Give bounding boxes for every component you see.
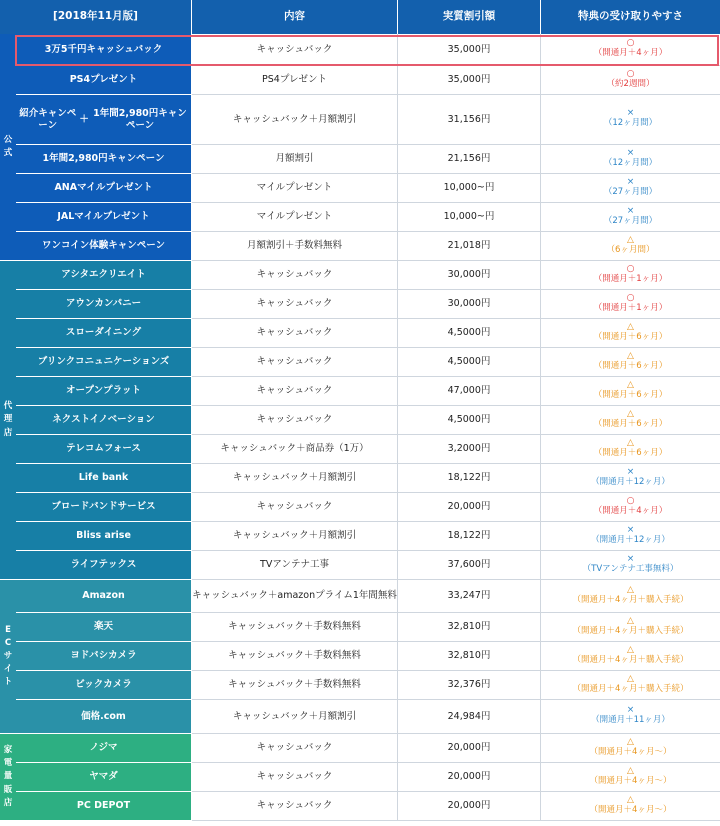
campaign-content <box>192 464 398 493</box>
campaign-name <box>16 34 192 66</box>
text-line: 3万5千円キャッシュバック <box>44 43 163 55</box>
campaign-discount: 35,000円 <box>398 34 541 66</box>
campaign-discount: 32,376円 <box>398 671 541 700</box>
text-line: キャッシュバック＋月額割引 <box>232 530 357 542</box>
ease-note: （開通月＋4ヶ月～） <box>589 804 672 815</box>
campaign-name <box>16 580 192 613</box>
campaign-discount: 20,000円 <box>398 493 541 522</box>
campaign-discount: 10,000~円 <box>398 203 541 232</box>
campaign-name <box>16 700 192 734</box>
ease-note: （27ヶ月間） <box>603 215 658 226</box>
ease-note: （開通月＋4ヶ月） <box>593 505 668 516</box>
header-content: 内容 <box>192 0 398 34</box>
text-line: アウンカンパニー <box>65 298 142 310</box>
campaign-ease <box>541 174 720 203</box>
campaign-discount: 20,000円 <box>398 792 541 821</box>
ease-note: （開通月＋6ヶ月） <box>593 331 668 342</box>
ease-mark: × <box>626 147 635 158</box>
text-line: キャッシュバック＋月額割引 <box>232 710 357 722</box>
ease-mark: ○ <box>626 495 635 506</box>
campaign-name <box>16 377 192 406</box>
campaign-name <box>16 671 192 700</box>
campaign-name <box>16 493 192 522</box>
text-line: キャッシュバック＋手数料無料 <box>228 679 361 691</box>
ease-mark: △ <box>627 615 634 626</box>
campaign-discount: 21,156円 <box>398 145 541 174</box>
campaign-discount: 32,810円 <box>398 642 541 671</box>
ease-mark: ○ <box>626 263 635 274</box>
text-line: TVアンテナ工事 <box>260 559 329 571</box>
text-line: ヤマダ <box>89 771 118 783</box>
campaign-name <box>16 174 192 203</box>
campaign-name <box>16 319 192 348</box>
campaign-ease <box>541 464 720 493</box>
campaign-name <box>16 613 192 642</box>
ease-note: （TVアンテナ工事無料） <box>582 563 679 574</box>
ease-mark: △ <box>627 350 634 361</box>
group-label-char: 式 <box>3 148 13 158</box>
campaign-discount: 35,000円 <box>398 66 541 95</box>
text-line: JALマイルプレゼント <box>57 211 150 223</box>
text-line: amazonプライム1年間無料 <box>277 590 397 602</box>
ease-note: （開通月＋12ヶ月） <box>591 534 670 545</box>
campaign-name <box>16 435 192 464</box>
campaign-ease <box>541 734 720 763</box>
text-line: マイルプレゼント <box>256 182 333 194</box>
ease-mark: △ <box>627 765 634 776</box>
group-label-official <box>0 34 16 261</box>
ease-note: （開通月＋6ヶ月） <box>593 360 668 371</box>
text-line: キャッシュバック＋月額割引 <box>232 472 357 484</box>
ease-mark: × <box>626 466 635 477</box>
header-ease: 特典の受け取りやすさ <box>541 0 720 34</box>
group-label-char: C <box>4 637 12 648</box>
text-line: ビックカメラ <box>75 679 132 691</box>
group-label-char: 代 <box>3 401 13 412</box>
group-label-char: 公 <box>3 134 13 145</box>
campaign-content <box>192 580 398 613</box>
campaign-content <box>192 232 398 261</box>
text-line: 1年間2,980円キャンペーン <box>93 107 187 131</box>
campaign-content <box>192 145 398 174</box>
campaign-content <box>192 613 398 642</box>
group-label-char: 店 <box>3 797 13 808</box>
text-line: テレコムフォース <box>66 443 141 455</box>
campaign-name <box>16 734 192 763</box>
campaign-ease <box>541 261 720 290</box>
campaign-discount: 21,018円 <box>398 232 541 261</box>
ease-note: （開通月＋6ヶ月） <box>593 447 668 458</box>
ease-mark: × <box>626 205 635 216</box>
campaign-discount: 10,000~円 <box>398 174 541 203</box>
campaign-content <box>192 406 398 435</box>
campaign-content <box>192 377 398 406</box>
campaign-content <box>192 493 398 522</box>
campaign-ease <box>541 145 720 174</box>
text-line: キャッシュバック <box>256 742 333 754</box>
ease-mark: × <box>626 176 635 187</box>
campaign-ease <box>541 522 720 551</box>
ease-note: （6ヶ月間） <box>606 244 655 255</box>
text-line: キャッシュバック <box>256 298 333 310</box>
ease-mark: × <box>626 553 635 564</box>
campaign-discount: 3,2000円 <box>398 435 541 464</box>
group-label-char: 理 <box>3 414 13 425</box>
ease-note: （開通月＋4ヶ月＋購入手続） <box>572 654 689 665</box>
group-label-char: ト <box>3 677 13 688</box>
campaign-ease <box>541 95 720 145</box>
campaign-ease <box>541 671 720 700</box>
group-label-char: イ <box>3 664 13 675</box>
campaign-ease <box>541 290 720 319</box>
campaign-discount: 47,000円 <box>398 377 541 406</box>
campaign-ease <box>541 232 720 261</box>
campaign-discount: 4,5000円 <box>398 319 541 348</box>
text-line: PC DEPOT <box>76 800 131 812</box>
ease-mark: △ <box>627 794 634 805</box>
campaign-content <box>192 95 398 145</box>
text-line: PS4プレゼント <box>69 74 138 86</box>
group-label-char: サ <box>3 650 13 661</box>
campaign-name <box>16 290 192 319</box>
text-line: キャッシュバック＋手数料無料 <box>228 621 361 633</box>
campaign-name <box>16 642 192 671</box>
campaign-ease <box>541 203 720 232</box>
campaign-name <box>16 145 192 174</box>
campaign-content <box>192 435 398 464</box>
ease-mark: △ <box>627 234 634 245</box>
header-period: [2018年11月版] <box>0 0 192 34</box>
campaign-discount: 30,000円 <box>398 290 541 319</box>
text-line: スローダイニング <box>65 327 142 339</box>
campaign-discount: 31,156円 <box>398 95 541 145</box>
campaign-name <box>16 261 192 290</box>
campaign-discount: 18,122円 <box>398 522 541 551</box>
campaign-content <box>192 66 398 95</box>
text-line: キャッシュバック＋商品券（1万） <box>220 443 369 455</box>
ease-mark: ○ <box>626 292 635 303</box>
text-line: ライフテックス <box>70 559 137 571</box>
campaign-ease <box>541 34 720 66</box>
group-label-ec <box>0 580 16 734</box>
campaign-discount: 18,122円 <box>398 464 541 493</box>
text-line: Amazon <box>82 590 125 602</box>
text-line: Life bank <box>78 472 129 484</box>
group-label-char: 販 <box>3 784 13 795</box>
campaign-content <box>192 348 398 377</box>
ease-note: （開通月＋6ヶ月） <box>593 389 668 400</box>
campaign-content <box>192 319 398 348</box>
text-line: キャンペーン <box>108 240 166 252</box>
text-line: キャンペーン <box>107 153 165 165</box>
ease-mark: △ <box>627 584 634 595</box>
campaign-content <box>192 700 398 734</box>
campaign-content <box>192 551 398 580</box>
campaign-discount: 30,000円 <box>398 261 541 290</box>
campaign-discount: 32,810円 <box>398 613 541 642</box>
campaign-name <box>16 551 192 580</box>
ease-mark: ○ <box>626 68 635 79</box>
text-line: キャッシュバック <box>256 385 333 397</box>
ease-mark: △ <box>627 644 634 655</box>
text-line: 月額割引＋手数料無料 <box>246 240 342 252</box>
campaign-name <box>16 763 192 792</box>
ease-note: （約2週間） <box>606 78 655 89</box>
campaign-discount: 4,5000円 <box>398 348 541 377</box>
campaign-content <box>192 642 398 671</box>
campaign-ease <box>541 642 720 671</box>
ease-note: （開通月＋4ヶ月＋購入手続） <box>572 683 689 694</box>
ease-note: （開通月＋4ヶ月） <box>593 48 668 59</box>
ease-mark: △ <box>627 673 634 684</box>
campaign-ease <box>541 435 720 464</box>
campaign-ease <box>541 580 720 613</box>
text-line: 月額割引 <box>275 153 314 165</box>
ease-mark: △ <box>627 736 634 747</box>
ease-note: （開通月＋4ヶ月～） <box>589 746 672 757</box>
text-line: ワンコイン体験 <box>41 240 109 252</box>
ease-note: （開通月＋4ヶ月＋購入手続） <box>572 594 689 605</box>
group-label-char: E <box>5 624 11 635</box>
ease-mark: ○ <box>626 38 635 49</box>
text-line: キャッシュバック＋ <box>192 590 278 602</box>
campaign-discount: 20,000円 <box>398 763 541 792</box>
text-line: 楽天 <box>93 621 113 633</box>
campaign-discount: 37,600円 <box>398 551 541 580</box>
text-line: ブリンクコニュニケーションズ <box>37 356 170 368</box>
ease-mark: △ <box>627 437 634 448</box>
text-line: マイルプレゼント <box>256 211 333 223</box>
text-line: キャッシュバック <box>256 771 333 783</box>
ease-note: （開通月＋11ヶ月） <box>591 715 670 726</box>
ease-mark: × <box>626 108 635 119</box>
campaign-name <box>16 522 192 551</box>
ease-mark: × <box>626 524 635 535</box>
ease-mark: △ <box>627 321 634 332</box>
ease-mark: × <box>626 705 635 716</box>
campaign-content <box>192 671 398 700</box>
text-line: キャッシュバック <box>256 414 333 426</box>
text-line: キャッシュバック＋手数料無料 <box>228 650 361 662</box>
ease-note: （開通月＋1ヶ月） <box>593 302 668 313</box>
campaign-ease <box>541 763 720 792</box>
text-line: キャッシュバック <box>256 327 333 339</box>
text-line: オープンプラット <box>66 385 141 397</box>
campaign-ease <box>541 406 720 435</box>
ease-note: （27ヶ月間） <box>603 186 658 197</box>
text-line: ネクストイノベーション <box>52 414 155 426</box>
campaign-name <box>16 232 192 261</box>
group-label-agency <box>0 261 16 580</box>
campaign-ease <box>541 377 720 406</box>
text-line: アシタエクリエイト <box>61 269 146 281</box>
text-line: 1年間2,980円 <box>42 153 108 165</box>
campaign-name <box>16 66 192 95</box>
text-line: ノジマ <box>89 742 118 754</box>
text-line: キャッシュバック＋月額割引 <box>232 113 357 125</box>
campaign-ease <box>541 66 720 95</box>
campaign-content <box>192 203 398 232</box>
text-line: 紹介キャンペーン <box>19 107 77 131</box>
ease-note: （開通月＋12ヶ月） <box>591 476 670 487</box>
campaign-name <box>16 464 192 493</box>
group-label-char: 店 <box>3 427 13 438</box>
campaign-name <box>16 792 192 821</box>
campaign-content <box>192 34 398 66</box>
text-line: PS4プレゼント <box>262 74 327 86</box>
ease-note: （開通月＋1ヶ月） <box>593 273 668 284</box>
ease-note: （12ヶ月間） <box>603 157 658 168</box>
campaign-ease <box>541 551 720 580</box>
campaign-discount: 4,5000円 <box>398 406 541 435</box>
text-line: キャッシュバック <box>256 356 333 368</box>
header-discount: 実質割引額 <box>398 0 541 34</box>
campaign-content <box>192 734 398 763</box>
campaign-content <box>192 174 398 203</box>
campaign-content <box>192 261 398 290</box>
campaign-name <box>16 95 192 145</box>
campaign-discount: 20,000円 <box>398 734 541 763</box>
group-label-char: 量 <box>3 771 13 782</box>
campaign-name <box>16 348 192 377</box>
ease-mark: △ <box>627 379 634 390</box>
ease-note: （開通月＋4ヶ月～） <box>589 775 672 786</box>
ease-note: （12ヶ月間） <box>603 118 658 129</box>
campaign-content <box>192 763 398 792</box>
ease-mark: △ <box>627 408 634 419</box>
campaign-content <box>192 522 398 551</box>
text-line: キャッシュバック <box>256 43 333 55</box>
campaign-name <box>16 203 192 232</box>
campaign-discount: 33,247円 <box>398 580 541 613</box>
campaign-ease <box>541 792 720 821</box>
ease-note: （開通月＋6ヶ月） <box>593 418 668 429</box>
text-line: キャッシュバック <box>256 269 333 281</box>
campaign-discount: 24,984円 <box>398 700 541 734</box>
campaign-ease <box>541 493 720 522</box>
group-label-char: 家 <box>3 745 13 756</box>
campaign-content <box>192 792 398 821</box>
text-line: ANAマイルプレゼント <box>54 182 153 194</box>
campaign-ease <box>541 613 720 642</box>
text-line: Bliss arise <box>76 530 131 542</box>
campaign-ease <box>541 700 720 734</box>
group-label-char: 電 <box>3 758 13 769</box>
campaign-ease <box>541 348 720 377</box>
campaign-ease <box>541 319 720 348</box>
campaign-name <box>16 406 192 435</box>
text-line: ブロードバンドサービス <box>51 501 156 513</box>
text-line: キャッシュバック <box>256 800 333 812</box>
ease-note: （開通月＋4ヶ月＋購入手続） <box>572 625 689 636</box>
campaign-content <box>192 290 398 319</box>
group-label-electronics <box>0 734 16 821</box>
text-line: 価格.com <box>81 710 126 722</box>
text-line: キャッシュバック <box>256 501 333 513</box>
text-line: ＋ <box>79 113 89 125</box>
text-line: ヨドバシカメラ <box>70 650 137 662</box>
